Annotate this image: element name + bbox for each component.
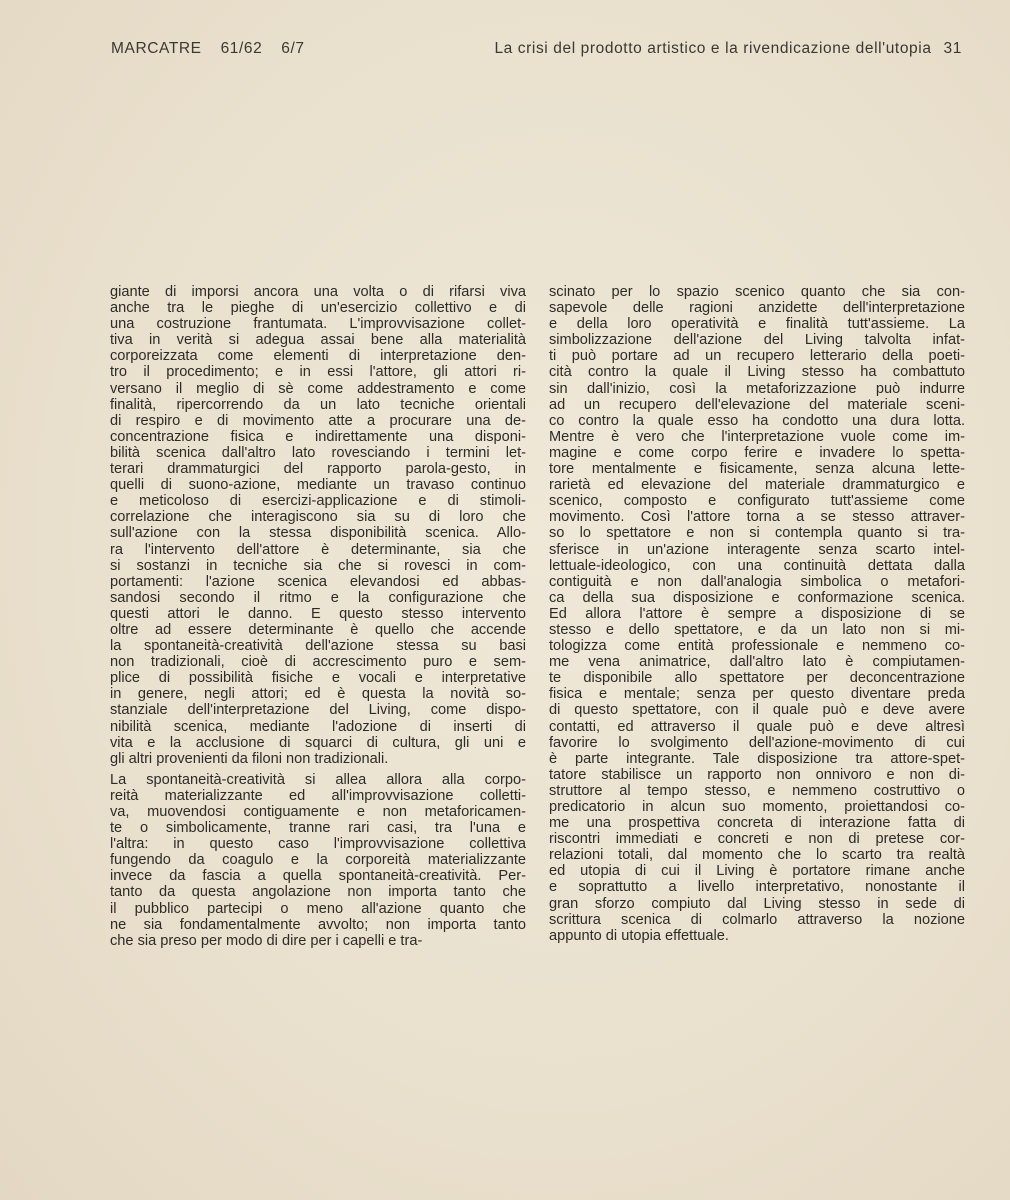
text-line: La spontaneità-creatività si allea allora alla corpo- [110,771,526,788]
journal-info [111,40,319,58]
text-line: finalità, ripercorrendo da un lato tecniche orientali [110,396,526,413]
text-line: ed utopia di cui il Living è portatore rimane anche [549,863,965,880]
text-line: fisica e mentale; senza per questo diventare preda [549,686,965,703]
right-text-column [549,284,965,944]
text-line: quelli di suono-azione, mediante un travaso continuo [110,477,526,494]
text-line: ne sia fondamentalmente avvolto; non importa tanto [110,916,526,933]
text-line: scrittura scenica di colmarlo attraverso la nozione [549,911,965,928]
text-line: contatti, ed attraverso il quale può e deve altresì [549,718,965,735]
text-line: co contro la quale esso ha condotto una dura lotta. [549,412,965,429]
text-line: favorire lo svolgimento dell'azione-movimento di cui [549,734,965,751]
text-line: sull'azione con la stessa disponibilità scenica. Allo- [110,525,526,542]
text-line: ad un recupero dell'elevazione del materiale sceni- [549,396,965,413]
page-number: 31 [943,40,962,57]
text-line: ti può portare ad un recupero letterario della poeti- [549,348,965,365]
text-line: Ed allora l'attore è sempre a disposizione di se [549,605,965,622]
text-line: simbolizzazione dell'azione del Living talvolta infat- [549,332,965,349]
text-line: di respiro e di movimento atte a procurare una de- [110,412,526,429]
text-line: oltre ad essere determinante è quello che accende [110,621,526,638]
text-line: gran sforzo compiuto dal Living stesso in sede di [549,895,965,912]
text-line: sandosi secondo il ritmo e la configurazione che [110,589,526,606]
running-header [111,40,962,64]
text-line: plice di possibilità fisiche e vocali e interpretative [110,670,526,687]
text-line: me vena animatrice, dall'altro lato è compiutamen- [549,654,965,671]
text-line: me una prospettiva concreta di interazione fatta di [549,815,965,832]
text-line: giante di imporsi ancora una volta o di rifarsi viva [110,284,526,300]
text-line: versano il meglio di sè come addestramento e come [110,380,526,397]
text-line: che sia preso per modo di dire per i capelli e tra- [110,932,423,949]
text-line: te o simbolicamente, tranne rari casi, tra l'una e [110,820,526,837]
text-line: tatore stabilisce un rapporto non onnivoro e non di- [549,766,965,783]
text-line: va, muovendosi contiguamente e non metaforicamen- [110,804,526,820]
text-line: sferisce in un'azione interagente senza scarto intel- [549,541,965,558]
text-line: Mentre è vero che l'interpretazione vuole come im- [549,428,965,445]
text-line: e meticoloso di esercizi-applicazione e di stimoli- [110,493,526,510]
text-line: una costruzione frantumata. L'improvvisazione collet- [110,316,526,333]
text-line: relazioni totali, dal momento che lo scarto tra realtà [549,847,965,864]
text-line: struttore al tempo stesso, e nemmeno costruttivo o [549,782,965,799]
text-line: movimento. Così l'attore torna a se stesso attraver- [549,509,965,526]
text-line: invece da fascia a quella spontaneità-creatività. Per- [110,868,526,885]
journal-issue: 6/7 [281,40,305,57]
text-line: la spontaneità-creatività dell'azione stessa su basi [110,638,526,655]
text-line: tanto da questa angolazione non importa tanto che [110,884,526,901]
text-line: vita e la acclusione di squarci di cultura, gli uni e [110,734,526,751]
text-line: si sostanzi in tecniche sia che si rovesci in com- [110,557,526,574]
text-line: in genere, negli attori; ed è questa la novità so- [110,686,526,703]
text-line: correlazione che interagiscono sia su di loro che [110,509,526,526]
text-line: e della loro operatività e finalità tutt'assieme. La [549,316,965,333]
text-line: nibilità scenica, mediante l'adozione di inserti di [110,718,526,735]
left-text-column [110,284,526,949]
text-line: sin dall'inizio, così la metaforizzazione può indurre [549,380,965,397]
text-line: è parte integrante. Tale disposizione tra attore-spet- [549,750,965,767]
text-line: magine e come corpo ferire e invadere lo spetta- [549,444,965,461]
text-line: scenico, composto e configurato tutt'assieme come [549,493,965,510]
text-line: tro il procedimento; e in essi l'attore, gli attori ri- [110,364,526,381]
text-line: lettuale-ideologico, con una continuità dettata dalla [549,557,965,574]
text-line: sapevole delle ragioni anzidette dell'interpretazione [549,300,965,317]
text-line: cità contro la quale il Living stesso ha combattuto [549,364,965,381]
text-line: stanziale dell'interpretazione del Living, come dispo- [110,702,526,719]
text-line: il pubblico partecipi o meno all'azione quanto che [110,900,526,917]
paragraph [549,284,965,944]
text-line: appunto di utopia effettuale. [549,927,729,944]
text-line: bilità scenica dall'altro lato rovesciando i termini let- [110,444,526,461]
text-line: contiguità e non dall'analogia simbolica o metafori- [549,573,965,590]
text-line: riscontri immediati e concreti e non di pretese cor- [549,831,965,848]
text-line: terari drammaturgici del rapporto parola-gesto, in [110,461,526,478]
text-line: concentrazione fisica e indirettamente una disponi- [110,428,526,445]
text-line: portamenti: l'azione scenica elevandosi ed abbas- [110,573,526,590]
text-line: ra l'intervento dell'attore è determinante, sia che [110,541,526,558]
text-line: tore mentalmente e fisicamente, senza alcuna lette- [549,461,965,478]
text-line: non tradizionali, cioè di accrescimento puro e sem- [110,654,526,671]
article-title: La crisi del prodotto artistico e la rivendicazione dell'utopia [494,40,932,57]
text-line: reità materializzante ed all'improvvisazione colletti- [110,787,526,804]
paragraph [110,772,526,949]
text-line: fungendo da coagulo e la corporeità materializzante [110,852,526,869]
text-line: stesso e dello spettatore, e da un lato non si mi- [549,621,965,638]
text-line: l'altra: in questo caso l'improvvisazione collettiva [110,836,526,853]
text-line: scinato per lo spazio scenico quanto che sia con- [549,284,965,300]
text-line: e soprattutto a livello interpretativo, nonostante il [549,879,965,896]
text-line: so lo spettatore e non si contempla quanto si tra- [549,525,965,542]
text-line: rarietà ed elevazione del materiale drammaturgico e [549,477,965,494]
text-line: tologizza come entità professionale e nemmeno co- [549,638,965,655]
text-line: questi attori le danno. E questo stesso intervento [110,605,526,622]
journal-volume: 61/62 [220,40,263,57]
text-line: ca della sua disposizione e conformazione scenica. [549,589,965,606]
text-line: gli altri provenienti da filoni non tradizionali. [110,750,389,767]
text-line: tiva in verità si adegua assai bene alla materialità [110,332,526,349]
text-line: anche tra le pieghe di un'esercizio collettivo e di [110,300,526,317]
article-info [494,40,962,58]
text-line: predicatorio in alcun suo momento, proiettandosi co- [549,799,965,815]
text-line: di questo spettatore, con il quale può e deve avere [549,702,965,719]
text-line: corporeizzata come elementi di interpretazione den- [110,348,526,365]
text-line: te disponibile allo spettatore per deconcentrazione [549,670,965,687]
paragraph [110,284,526,767]
journal-name: MARCATRE [111,40,202,57]
